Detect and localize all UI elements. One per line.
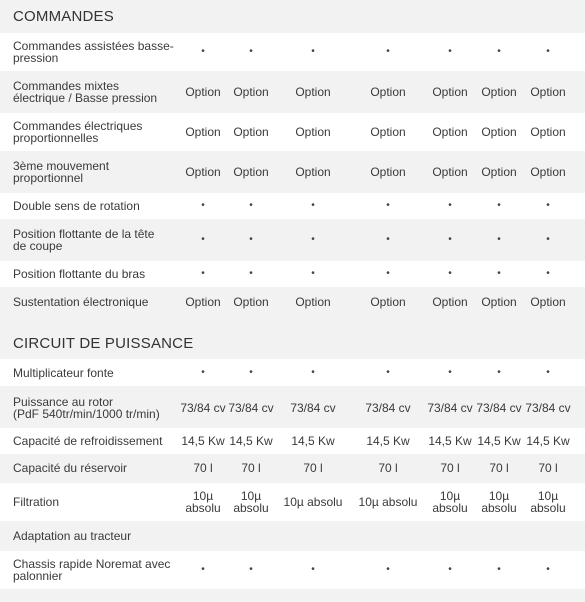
table-cell: 73/84 cv (228, 400, 274, 415)
table-row (0, 289, 585, 315)
table-cell: 73/84 cv (525, 400, 571, 415)
table-cell: Option (233, 85, 269, 99)
bullet-icon: • (311, 268, 315, 279)
table-row (0, 359, 585, 386)
table-cell: 10µ absolu (185, 489, 221, 515)
table-cell: Option (481, 85, 517, 99)
row-label: Puissance au rotor (PdF 540tr/min/1000 tr/min) (13, 394, 160, 421)
table-cell: Option (295, 165, 331, 179)
bullet-icon: • (249, 564, 253, 575)
bullet-icon: • (201, 564, 205, 575)
table-row (0, 221, 585, 259)
table-cell: 73/84 cv (476, 400, 522, 415)
bullet-icon: • (249, 234, 253, 245)
table-cell: 14,5 Kw (428, 434, 472, 448)
table-cell: Option (185, 165, 221, 179)
bullet-icon: • (386, 234, 390, 245)
table-row (0, 153, 585, 191)
table-cell: 73/84 cv (290, 400, 336, 415)
table-cell: Option (530, 165, 566, 179)
bullet-icon: • (249, 366, 253, 378)
bullet-icon: • (249, 200, 253, 211)
bullet-icon: • (546, 564, 550, 575)
section-title: COMMANDES (13, 8, 114, 25)
table-cell: 10µ absolu (233, 489, 269, 515)
table-cell: Option (233, 165, 269, 179)
table-cell: Option (295, 295, 331, 309)
bullet-icon: • (201, 366, 205, 378)
bullet-icon: • (311, 564, 315, 575)
row-label: Position flottante de la tête de coupe (13, 227, 155, 253)
bullet-icon: • (546, 268, 550, 279)
table-cell: 14,5 Kw (477, 434, 521, 448)
bullet-icon: • (497, 366, 501, 378)
bullet-icon: • (546, 234, 550, 245)
table-cell: 70 l (303, 461, 323, 475)
table-cell: Option (481, 165, 517, 179)
table-cell: 73/84 cv (427, 400, 473, 415)
table-cell: Option (295, 125, 331, 139)
table-cell: 70 l (378, 461, 398, 475)
bullet-icon: • (201, 200, 205, 211)
table-cell: 70 l (193, 461, 213, 475)
bullet-icon: • (546, 366, 550, 378)
row-label: Filtration (13, 495, 60, 509)
row-label: 3ème mouvement proportionnel (13, 159, 110, 185)
table-cell: Option (233, 295, 269, 309)
bullet-icon: • (497, 46, 501, 57)
row-label: Chassis rapide Noremat avec palonnier (13, 557, 171, 583)
bullet-icon: • (448, 234, 452, 245)
table-row (0, 455, 585, 481)
table-cell: 10µ absolu (432, 489, 468, 515)
table-cell: Option (233, 125, 269, 139)
row-label: Commandes mixtes électrique / Basse pression (13, 79, 158, 105)
table-cell: Option (530, 125, 566, 139)
bullet-icon: • (249, 46, 253, 57)
table-row (0, 33, 585, 71)
table-cell: Option (432, 295, 468, 309)
row-label: Capacité du réservoir (13, 461, 128, 475)
bullet-icon: • (249, 268, 253, 279)
table-row (0, 261, 585, 287)
table-cell: Option (295, 85, 331, 99)
table-cell: 73/84 cv (365, 400, 411, 415)
table-cell: Option (432, 85, 468, 99)
row-label: Sustentation électronique (13, 295, 149, 309)
table-cell (216, 523, 286, 549)
table-row (0, 193, 585, 219)
table-row (0, 428, 585, 454)
table-cell: 14,5 Kw (366, 434, 410, 448)
table-cell: Option (370, 125, 406, 139)
bullet-icon: • (497, 268, 501, 279)
row-label: Position flottante du bras (13, 267, 146, 281)
table-cell: Option (185, 125, 221, 139)
bullet-icon: • (311, 46, 315, 57)
table-cell: 70 l (241, 461, 261, 475)
bullet-icon: • (201, 234, 205, 245)
table-row (0, 483, 585, 521)
table-cell: Option (185, 85, 221, 99)
bullet-icon: • (448, 268, 452, 279)
bullet-icon: • (311, 366, 315, 378)
table-cell: Option (530, 85, 566, 99)
row-label: Double sens de rotation (13, 199, 140, 213)
bullet-icon: • (497, 234, 501, 245)
bullet-icon: • (386, 366, 390, 378)
table-cell: 14,5 Kw (181, 434, 225, 448)
table-cell: Option (185, 295, 221, 309)
table-row (0, 388, 585, 427)
row-label: Adaptation au tracteur (13, 529, 132, 543)
bullet-icon: • (497, 200, 501, 211)
bullet-icon: • (386, 268, 390, 279)
row-label: Commandes électriques proportionnelles (13, 119, 143, 145)
table-row (0, 73, 585, 111)
table-cell: Option (370, 165, 406, 179)
table-row (0, 113, 585, 151)
bullet-icon: • (201, 268, 205, 279)
bullet-icon: • (497, 564, 501, 575)
table-cell: Option (432, 165, 468, 179)
table-cell: 14,5 Kw (291, 434, 335, 448)
bullet-icon: • (201, 46, 205, 57)
table-cell: 10µ absolu (283, 495, 343, 509)
table-cell: 70 l (538, 461, 558, 475)
row-label: Commandes assistées basse- pression (13, 39, 174, 65)
bullet-icon: • (386, 200, 390, 211)
table-row (0, 523, 585, 549)
table-cell: 70 l (440, 461, 460, 475)
table-cell (353, 523, 423, 549)
table-cell: Option (432, 125, 468, 139)
table-cell (278, 523, 348, 549)
table-cell: 14,5 Kw (229, 434, 273, 448)
table-cell: Option (530, 295, 566, 309)
table-cell: 10µ absolu (481, 489, 517, 515)
bullet-icon: • (448, 200, 452, 211)
bullet-icon: • (448, 366, 452, 378)
bullet-icon: • (311, 200, 315, 211)
table-cell: Option (370, 295, 406, 309)
bullet-icon: • (386, 46, 390, 57)
section-title: CIRCUIT DE PUISSANCE (13, 335, 194, 352)
table-cell: 73/84 cv (180, 400, 226, 415)
table-cell: 70 l (489, 461, 509, 475)
bullet-icon: • (448, 46, 452, 57)
row-label: Multiplicateur fonte (13, 365, 114, 380)
table-cell: 10µ absolu (358, 495, 418, 509)
table-cell: 14,5 Kw (526, 434, 570, 448)
bullet-icon: • (546, 46, 550, 57)
bullet-icon: • (448, 564, 452, 575)
bullet-icon: • (311, 234, 315, 245)
bullet-icon: • (546, 200, 550, 211)
row-label: Capacité de refroidissement (13, 434, 163, 448)
table-cell: Option (370, 85, 406, 99)
table-cell: Option (481, 295, 517, 309)
table-row (0, 551, 585, 589)
table-cell: Option (481, 125, 517, 139)
table-cell (513, 523, 583, 549)
bullet-icon: • (386, 564, 390, 575)
table-cell: 10µ absolu (530, 489, 566, 515)
